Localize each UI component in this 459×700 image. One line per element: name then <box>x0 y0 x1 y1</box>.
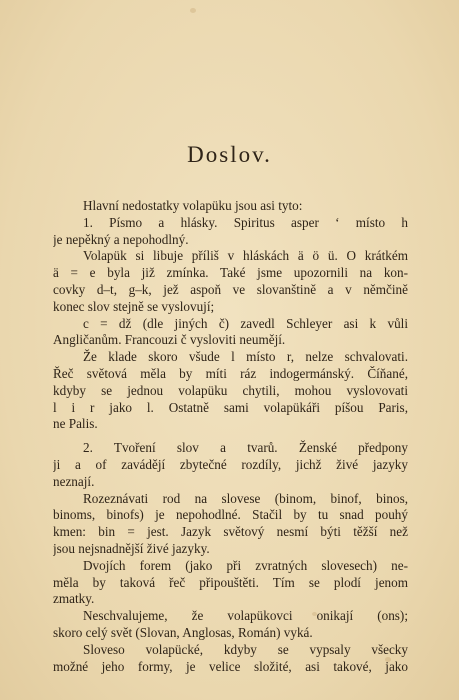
text-line: Neschvalujeme, že volapükovci onikají (ons); <box>83 608 408 624</box>
text-line: Dvojích forem (jako při zvratných slovesech) ne- <box>83 557 408 573</box>
body-text <box>53 198 408 675</box>
text-line: Rozeznávati rod na slovese (binom, binof, binos, <box>83 490 408 506</box>
text-line: je nepěkný a nepohodlný. <box>53 231 189 247</box>
text-line: 1. Písmo a hlásky. Spiritus asper ‘ místo h <box>83 214 408 230</box>
text-line: Že klade skoro všude l místo r, nelze schvalovati. <box>83 349 408 365</box>
text-line: ji a of zavádějí zbytečné rozdíly, jichž živé jazyky <box>53 456 408 472</box>
text-line: c = dž (dle jiných č) zavedl Schleyer asi k vůli <box>83 315 408 331</box>
text-line: kmen: bin = jest. Jazyk světový nesmí býti těžší než <box>53 524 408 540</box>
text-line: ne Palis. <box>53 416 98 432</box>
text-line: kdyby se jednou volapüku chytili, mohou vyslovovati <box>53 382 408 398</box>
text-line: Sloveso volapücké, kdyby se vypsaly všecky <box>83 641 408 657</box>
text-line: zmatky. <box>53 591 95 607</box>
text-line: Řeč světová měla by míti ráz indogermánský. Číňané, <box>53 365 408 381</box>
text-line: konec slov stejně se vyslovují; <box>53 298 215 314</box>
text-line: Hlavní nedostatky volapüku jsou asi tyto: <box>83 198 303 213</box>
text-line: Volapük si libuje příliš v hláskách ä ö ü. O krátkém <box>83 248 408 264</box>
chapter-title: Doslov. <box>187 142 272 167</box>
text-line: 2. Tvoření slov a tvarů. Ženské předpony <box>83 440 408 456</box>
paragraph-gap <box>53 433 408 440</box>
text-line: možné jeho formy, je velice složité, asi takové, jako <box>53 658 408 674</box>
text-line: měla by taková řeč připouštěti. Tím se plodí jenom <box>53 574 408 590</box>
text-line: ä = e byla již zmínka. Také jsme upozornili na kon- <box>53 265 408 281</box>
text-line: covky d–t, g–k, jež aspoň ve slovanštině a v němčině <box>53 281 408 297</box>
text-line: neznají. <box>53 473 95 489</box>
text-line: jsou nejsnadnější živé jazyky. <box>53 540 210 556</box>
paper-stain <box>190 8 196 13</box>
text-line: l i r jako l. Ostatně sami volapükáři píšou Paris, <box>53 399 408 415</box>
text-line: binoms, binofs) je nepohodlné. Stačil by tu snad pouhý <box>53 507 408 523</box>
text-line: skoro celý svět (Slovan, Anglosas, Román) vyká. <box>53 624 313 640</box>
text-line: Angličanům. Francouzi č vysloviti neumějí. <box>53 332 286 348</box>
